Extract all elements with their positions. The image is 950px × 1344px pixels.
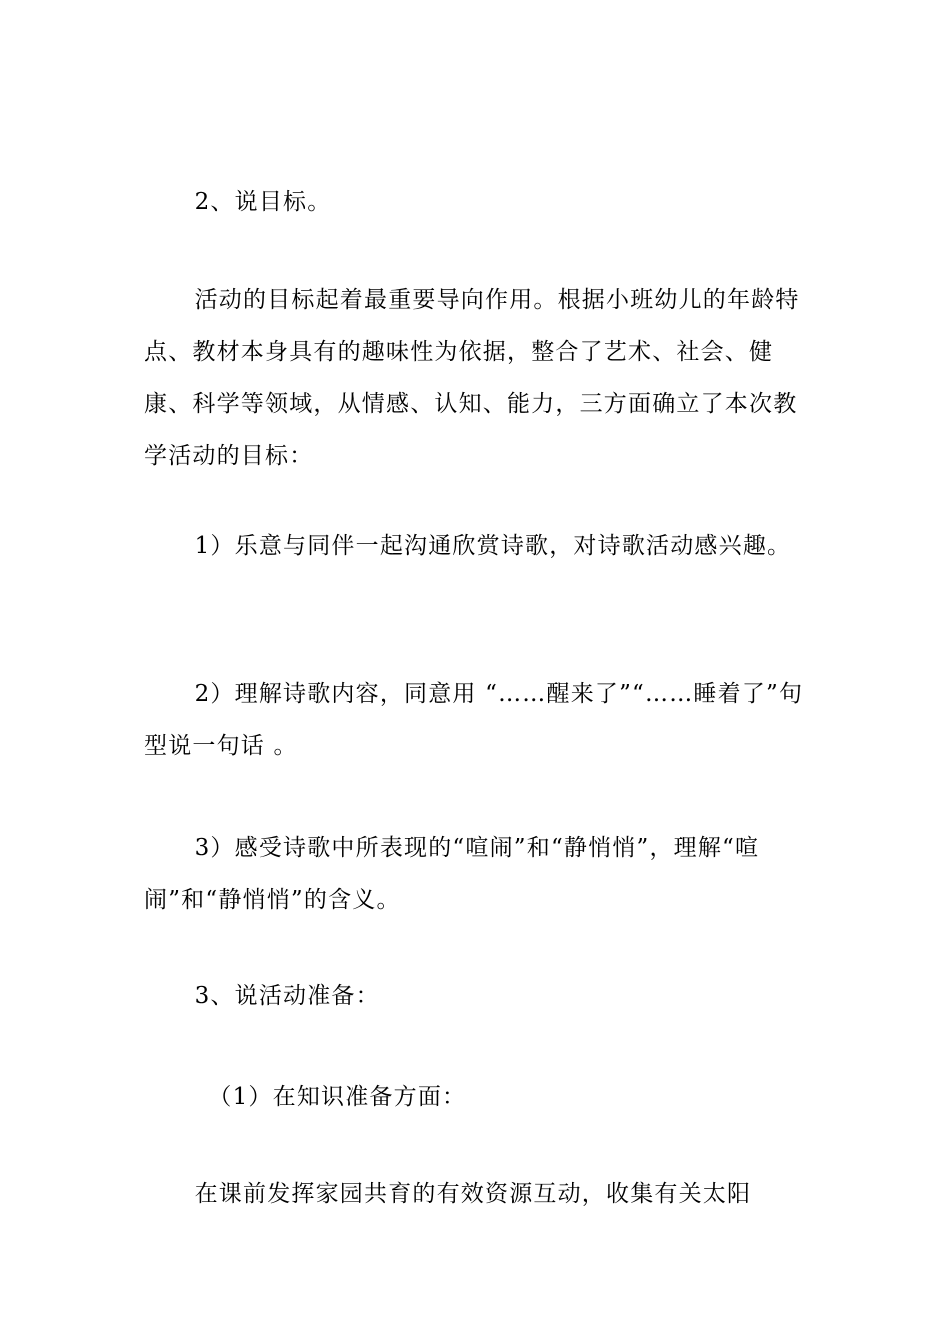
knowledge-prep-paragraph: 在课前发挥家园共育的有效资源互动，收集有关太阳 [194, 1181, 752, 1207]
goal-1-paragraph: 1）乐意与同伴一起沟通欣赏诗歌，对诗歌活动感兴趣。 [194, 533, 792, 559]
section-3-heading: 3、说活动准备： [194, 983, 380, 1009]
goal-2-paragraph: 2）理解诗歌内容，同意用 “……醒来了”“……睡着了”句型说一句话 。 [144, 681, 804, 759]
goal-3-paragraph: 3）感受诗歌中所表现的“喧闹”和“静悄悄”，理解“喧闹”和“静悄悄”的含义。 [144, 835, 760, 913]
section-2-heading: 2、说目标。 [194, 189, 332, 215]
goals-intro-paragraph: 活动的目标起着最重要导向作用。根据小班幼儿的年龄特点、教材本身具有的趣味性为依据，整合了艺术、社会、健康、科学等领域，从情感、认知、能力，三方面确立了本次教学活动的目标： [144, 287, 800, 469]
knowledge-prep-subheading: （1）在知识准备方面： [208, 1084, 467, 1110]
